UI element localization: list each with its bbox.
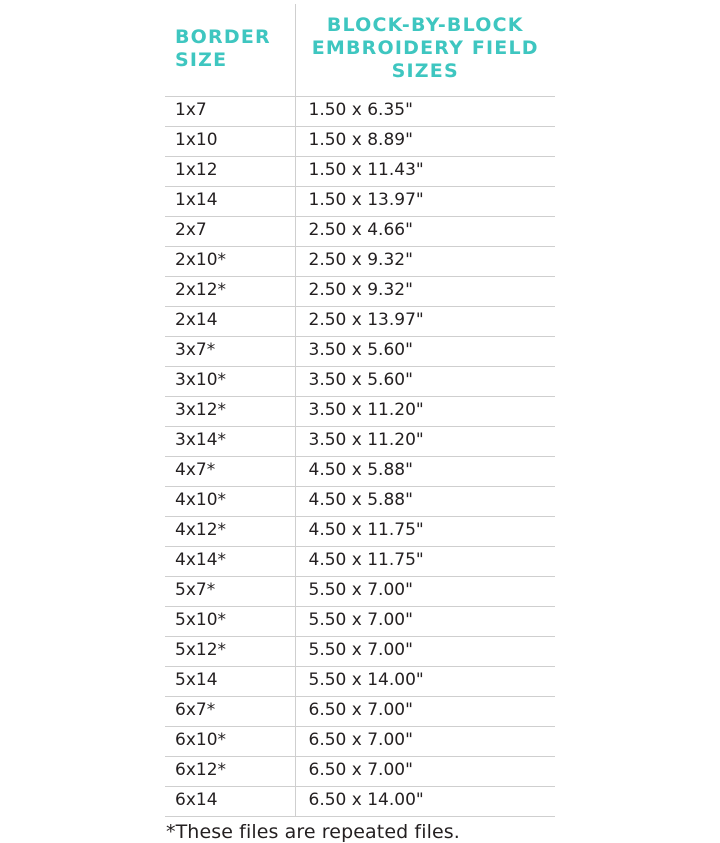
cell-field-size: 4.50 x 11.75" [295, 546, 555, 576]
cell-field-size: 2.50 x 13.97" [295, 306, 555, 336]
table-row [165, 426, 555, 456]
table-row [165, 756, 555, 786]
cell-border-size: 1x10 [165, 126, 295, 156]
table-row [165, 456, 555, 486]
cell-border-size: 4x12* [165, 516, 295, 546]
cell-border-size: 6x14 [165, 786, 295, 816]
cell-field-size: 6.50 x 7.00" [295, 726, 555, 756]
table-row [165, 726, 555, 756]
cell-field-size: 5.50 x 14.00" [295, 666, 555, 696]
table-row [165, 96, 555, 126]
cell-border-size: 4x7* [165, 456, 295, 486]
cell-field-size: 3.50 x 11.20" [295, 426, 555, 456]
cell-field-size: 3.50 x 5.60" [295, 366, 555, 396]
footnote-text: *These files are repeated files. [166, 820, 460, 843]
cell-field-size: 2.50 x 9.32" [295, 276, 555, 306]
cell-field-size: 5.50 x 7.00" [295, 636, 555, 666]
cell-field-size: 2.50 x 4.66" [295, 216, 555, 246]
cell-field-size: 5.50 x 7.00" [295, 576, 555, 606]
table-row [165, 126, 555, 156]
table-row [165, 606, 555, 636]
table-row [165, 336, 555, 366]
cell-field-size: 3.50 x 11.20" [295, 396, 555, 426]
cell-border-size: 6x10* [165, 726, 295, 756]
cell-border-size: 5x10* [165, 606, 295, 636]
table-row [165, 696, 555, 726]
cell-field-size: 4.50 x 5.88" [295, 486, 555, 516]
cell-border-size: 2x14 [165, 306, 295, 336]
cell-field-size: 5.50 x 7.00" [295, 606, 555, 636]
table-row [165, 486, 555, 516]
cell-border-size: 2x12* [165, 276, 295, 306]
cell-field-size: 1.50 x 8.89" [295, 126, 555, 156]
table-row [165, 276, 555, 306]
cell-field-size: 4.50 x 5.88" [295, 456, 555, 486]
cell-field-size: 6.50 x 7.00" [295, 756, 555, 786]
cell-field-size: 1.50 x 11.43" [295, 156, 555, 186]
cell-border-size: 1x12 [165, 156, 295, 186]
table-row [165, 306, 555, 336]
cell-border-size: 5x14 [165, 666, 295, 696]
table-row [165, 366, 555, 396]
cell-field-size: 6.50 x 7.00" [295, 696, 555, 726]
cell-border-size: 6x12* [165, 756, 295, 786]
cell-border-size: 3x10* [165, 366, 295, 396]
table-row [165, 666, 555, 696]
cell-field-size: 1.50 x 6.35" [295, 96, 555, 126]
table-row [165, 516, 555, 546]
table-row [165, 156, 555, 186]
cell-field-size: 1.50 x 13.97" [295, 186, 555, 216]
column-header-field-sizes: BLOCK-BY-BLOCK EMBROIDERY FIELD SIZES [295, 4, 555, 96]
cell-border-size: 1x7 [165, 96, 295, 126]
table-row [165, 786, 555, 816]
table-row [165, 246, 555, 276]
table-row [165, 576, 555, 606]
table-row [165, 636, 555, 666]
cell-field-size: 2.50 x 9.32" [295, 246, 555, 276]
cell-border-size: 3x14* [165, 426, 295, 456]
cell-border-size: 4x10* [165, 486, 295, 516]
table-body [165, 96, 555, 816]
cell-field-size: 4.50 x 11.75" [295, 516, 555, 546]
cell-border-size: 3x12* [165, 396, 295, 426]
cell-field-size: 6.50 x 14.00" [295, 786, 555, 816]
cell-border-size: 2x10* [165, 246, 295, 276]
cell-border-size: 4x14* [165, 546, 295, 576]
border-size-table [165, 4, 555, 817]
cell-border-size: 6x7* [165, 696, 295, 726]
table-header [165, 4, 555, 96]
header-row [165, 4, 555, 96]
table-row [165, 186, 555, 216]
cell-field-size: 3.50 x 5.60" [295, 336, 555, 366]
table-row [165, 546, 555, 576]
cell-border-size: 5x7* [165, 576, 295, 606]
table-row [165, 216, 555, 246]
cell-border-size: 3x7* [165, 336, 295, 366]
column-header-border-size: BORDER SIZE [165, 4, 295, 96]
cell-border-size: 5x12* [165, 636, 295, 666]
cell-border-size: 1x14 [165, 186, 295, 216]
table-row [165, 396, 555, 426]
cell-border-size: 2x7 [165, 216, 295, 246]
